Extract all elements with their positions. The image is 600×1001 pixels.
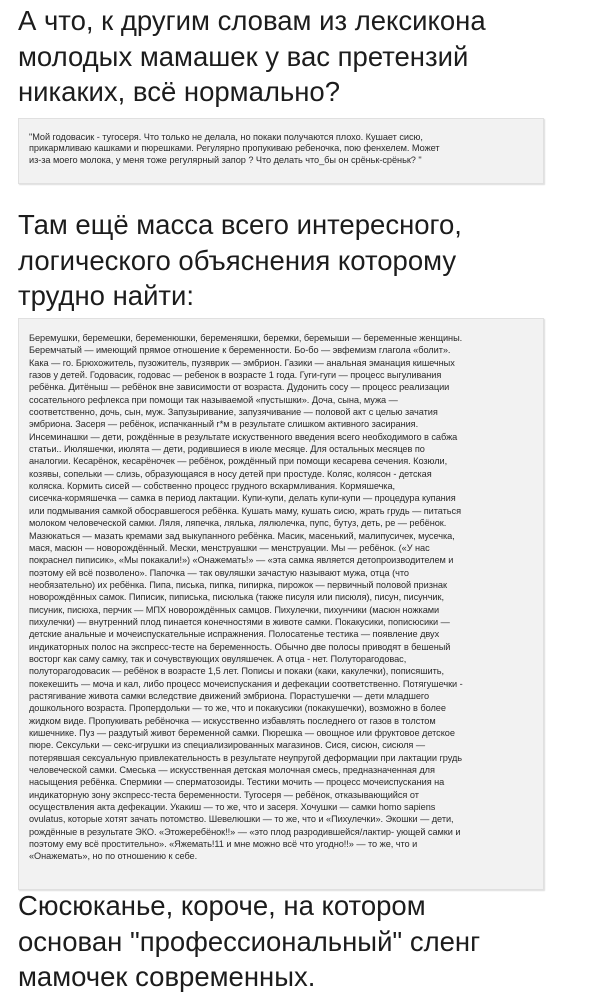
glossary-line: поэтому ей всё позволено». Папочка — так овуляшки зачастую называют мужа, отца (что xyxy=(29,567,409,578)
glossary-line: растягивание живота самки вследствие движений эмбриона. Порастушечки — дети младшего xyxy=(29,690,430,701)
glossary-line: «Онажемать», но по отношению к себе. xyxy=(29,851,198,862)
glossary-line: насыщения ребёнка. Спермики — сперматозоиды. Тестики мочить — процесс мочеиспускания на xyxy=(29,777,445,788)
glossary-line: дошкольного возраста. Пропердольки — то же, что и покакусики (покакушечки), возможно в более xyxy=(29,703,446,714)
glossary-line: козявы, сопельки — слизь, образующаяся в носу детей при простуде. Коляс, колясон - детская xyxy=(29,468,432,479)
glossary-line: покраснел пиписик», «Мы покакали!») «Онажемать!» — «эта самка является детопроизводителем и xyxy=(29,555,454,566)
heading-line: основан "профессиональный" сленг xyxy=(18,925,481,957)
glossary-line: детские анальные и мочеиспускательные испражнения. Полосатенье тестика — появление двух xyxy=(29,629,440,640)
glossary-line: коляска. Кормить сисей — собственно процесс грудного вскармливания. Кормяшечка, xyxy=(29,481,396,492)
glossary-line: Инсеминашки — дети, рождённые в результате искуственного введения всего необходимого в сабжа xyxy=(29,431,458,442)
glossary-line: Кака — го. Брюхожитель, пузожитель, пузяврик — эмбрион. Газики — анальная эманация кишечных xyxy=(29,357,455,368)
heading-more xyxy=(18,207,588,314)
glossary-line: писуник, писюха, перчик — МПХ новорождённых самцов. Пихулечки, пихунчики (масюн ножками xyxy=(29,604,440,615)
glossary-line: сисечка-кормяшечка — самка в период лактации. Купи-купи, делать купи-купи — процедура купания xyxy=(29,493,456,504)
quote-block xyxy=(18,118,544,184)
glossary-line: кишечнике. Пуз — раздутый живот беременной самки. Пюрешка — овощное или фруктовое детское xyxy=(29,728,455,738)
glossary-line: новорождённых самок. Пиписик, пиписька, писюлька (также писуля или писюля), писун, писунчик, xyxy=(29,592,444,603)
glossary-line: ребёнка. Дитёныш — ребёнок вне зависимости от возраста. Дудонить сосу — процесс реализации xyxy=(29,382,450,393)
glossary-line: пюре. Сексульки — секс-игрушки из специализированных магазинов. Сися, сисюн, сисюля — xyxy=(29,740,425,751)
heading-line: А что, к другим словам из лексикона xyxy=(18,5,486,36)
heading-intro xyxy=(18,3,588,110)
glossary-line: рождённые в результате ЭКО. «Этожеребёнок!!» — «это плод разродившейся/лактир- ующей самки и xyxy=(29,826,461,837)
glossary-line: индикаторных полос на экспресс-тесте на беременность. Обычно две полосы приводят в бешеный xyxy=(29,641,451,652)
glossary-line: Мазюкаться — мазать кремами зад выкупанного ребёнка. Масик, масенький, малипусичек, мусечка, xyxy=(29,530,455,541)
heading-line: Там ещё масса всего интересного, xyxy=(18,209,462,240)
glossary-line: соответственно, дочь, сын, муж. Запузыривание, запузячивание — половой акт с целью зачатия xyxy=(29,407,438,418)
quote-line: прикармливаю кашками и пюрешками. Регулярно пропукиваю ребеночка, пою фенхелем. Может xyxy=(29,143,440,154)
glossary-line: Беремчатый — имеющий прямое отношение к беременности. Бо-бо — эвфемизм глагола «болит». xyxy=(29,345,451,356)
glossary-line: пихулечки) — внутренний плод пинается конечностями в животе самки. Покакусики, пописюсики — xyxy=(29,616,450,627)
heading-line: Сюсюканье, короче, на котором xyxy=(18,890,426,921)
heading-line: молодых мамашек у вас претензий xyxy=(18,40,469,72)
glossary-line: жидком виде. Пропукивать ребёночка — искусственно избавлять последнего от газов в толстом xyxy=(29,715,436,726)
glossary-line: потерявшая сексуальную привлекательность в результате неупругой деформации при лактации грудь xyxy=(29,752,463,763)
glossary-line: Беремушки, беремешки, беременюшки, беременяшки, беремки, беремыши — беременные женщины. xyxy=(29,333,463,343)
glossary-line: ovulatus, которые хотят зачать потомство. Шевелюшки — то же, что и «Пихулечки». Экошки — дети, xyxy=(29,814,454,825)
glossary-line: аналогии. Кесарёнок, кесарёночек — ребёнок, рождённый при помощи кесарева сечения. Козюли, xyxy=(29,456,448,467)
glossary-line: газов у детей. Годовасик, годовас — ребенок в возрасте 1 года. Гуги-гуги — процесс выгуливания xyxy=(29,370,442,381)
glossary-line: мася, масюн — новорождённый. Мески, менструашки — менструации. Мы — ребёнок. («У нас xyxy=(29,542,430,553)
glossary-block xyxy=(18,318,544,890)
glossary-line: поэтому ему всё простительно». «Яжемать!11 и мне можно всё что угодно!!» — то же, что и xyxy=(29,839,418,850)
glossary-line: человеческой самки. Смеська — искусственная детская молочная смесь, предназначенная для xyxy=(29,765,435,776)
glossary-line: индикаторную зону экспресс-теста беременности. Тугосеря — ребёнок, отказывающийся от xyxy=(29,789,419,800)
heading-conclusion xyxy=(18,888,588,995)
heading-line: никаких, всё нормально? xyxy=(18,76,341,107)
glossary-line: или подмывания самкой обосравшегося ребёнка. Кушать маму, кушать сисю, жрать грудь — питаться xyxy=(29,505,462,516)
glossary-line: восторг как саму самку, так и сочувствующих овуляшечек. А отца - нет. Полуторагодовас, xyxy=(29,653,407,664)
glossary-line: осуществления акта дефекации. Укакиш — то же, что и засеря. Хочушки — самки homo sapiens xyxy=(29,802,436,813)
glossary-line: молоком человеческой самки. Ляля, ляпечка, лялька, лялюлечка, пупс, бутуз, деть, ре — ребёнок. xyxy=(29,518,447,529)
glossary-line: статьи.. Июляшечки, июлята — дети, родившиеся в июле месяце. Для остальных месяцев по xyxy=(29,444,425,455)
glossary-line: покекешить — моча и кал, либо процесс мочеиспускания и дефекации соответственно. Потягушечки - xyxy=(29,678,463,689)
heading-line: логического объяснения которому xyxy=(18,244,457,276)
glossary-line: полуторагодовасик — ребёнок в возрасте 1,5 лет. Пописы и покаки (каки, какулечки), пописяшить, xyxy=(29,666,445,677)
glossary-line: эмбриона. Засеря — ребёнок, испачканный г*м в результате слишком активного засирания. xyxy=(29,419,419,430)
heading-line: трудно найти: xyxy=(18,280,195,311)
quote-line: из-за моего молока, у меня тоже регулярный запор ? Что делать что_бы он срёньк-срёньк? " xyxy=(29,154,422,165)
glossary-line: необязательно) их ребёнка. Пипа, писька, пипка, пипирка, пирожок — первичный половой признак xyxy=(29,579,447,590)
heading-line: мамочек современных. xyxy=(18,961,316,992)
quote-line: "Мой годовасик - тугосеря. Что только не делала, но покаки получаются плохо. Кушает сисю, xyxy=(29,132,423,142)
glossary-line: сосательного рефлекса при помощи так называемой «пустышки». Доча, сына, мужа — xyxy=(29,394,398,405)
